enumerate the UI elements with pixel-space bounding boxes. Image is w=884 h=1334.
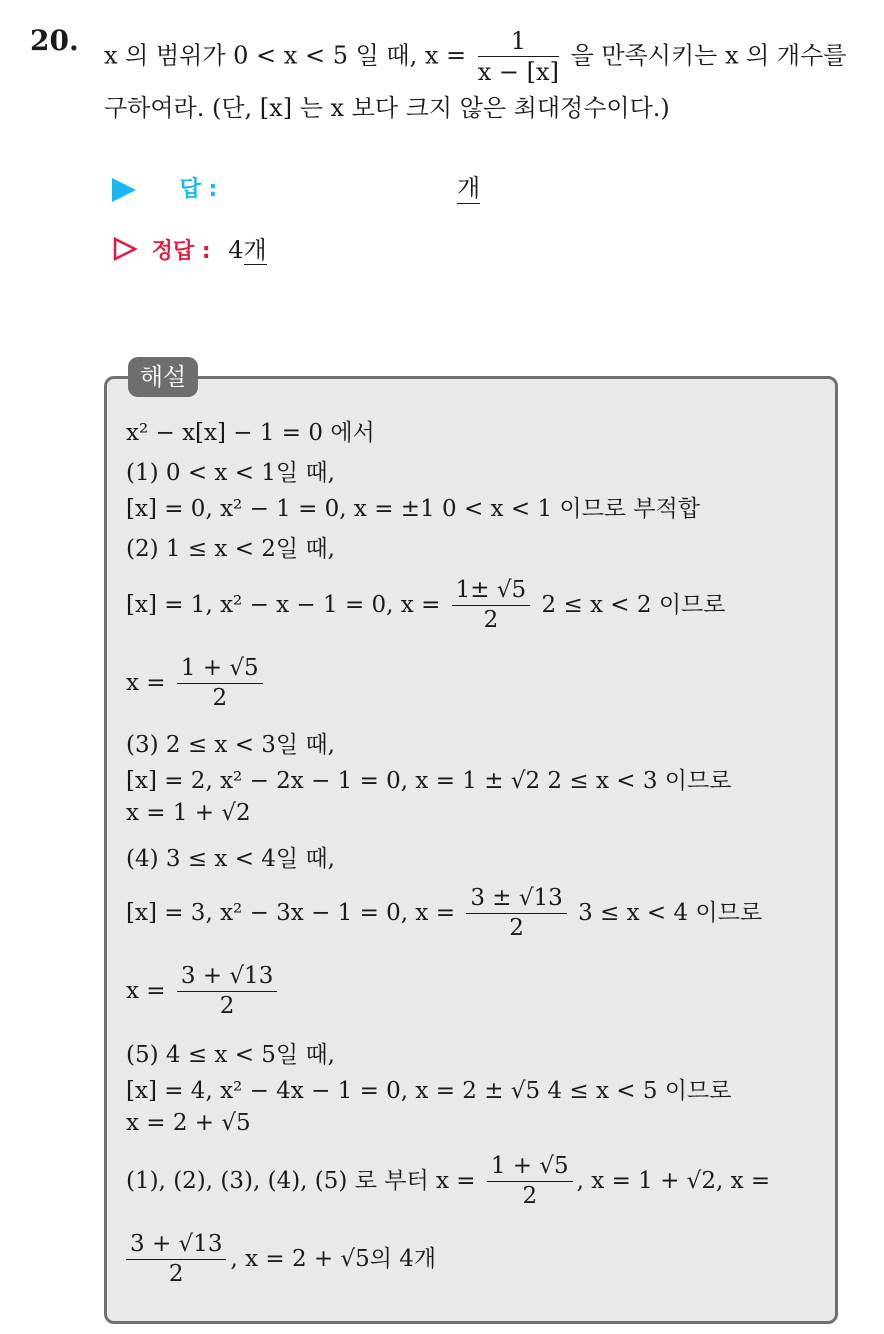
solution-fraction xyxy=(177,656,263,712)
correct-answer-label: 정답 : xyxy=(151,239,211,264)
fraction-denominator: 2 xyxy=(522,1183,538,1210)
solution-text: 2 ≤ x < 2 이므로 xyxy=(541,591,726,618)
solution-line: (1) 0 < x < 1일 때, xyxy=(126,460,335,486)
solution-line: (5) 4 ≤ x < 5일 때, xyxy=(126,1042,335,1068)
solution-line xyxy=(126,1154,770,1210)
fraction-numerator: 1 + √5 xyxy=(487,1154,573,1182)
correct-answer-value: 4 xyxy=(228,236,244,264)
solution-text: x = xyxy=(126,977,166,1004)
solution-text: (1), (2), (3), (4), (5) 로 부터 x = xyxy=(126,1167,476,1194)
question-text-before: x 의 범위가 0 < x < 5 일 때, x = xyxy=(104,41,467,70)
solution-line: x = 1 + √2 xyxy=(126,800,251,826)
solution-line xyxy=(126,656,267,712)
answer-row xyxy=(112,168,480,204)
correct-answer-row xyxy=(112,230,267,268)
solution-text: [x] = 3, x² − 3x − 1 = 0, x = xyxy=(126,899,455,926)
question-number: 20. xyxy=(30,24,79,57)
fraction-denominator: 2 xyxy=(212,685,228,712)
fraction-denominator: 2 xyxy=(168,1261,184,1288)
solution-line: (3) 2 ≤ x < 3일 때, xyxy=(126,732,335,758)
solution-text: , x = 2 + √5의 4개 xyxy=(230,1245,437,1272)
correct-answer-unit: 개 xyxy=(243,236,267,264)
solution-text: [x] = 1, x² − x − 1 = 0, x = xyxy=(126,591,441,618)
outline-arrow-icon xyxy=(112,236,138,268)
fraction-numerator: 3 + √13 xyxy=(177,964,277,992)
fraction-denominator: 2 xyxy=(509,915,524,942)
play-arrow-icon xyxy=(112,178,136,202)
solution-fraction xyxy=(487,1154,573,1210)
answer-blank[interactable]: 개 xyxy=(457,168,480,204)
question-line-2: 구하여라. (단, [x] 는 x 보다 크지 않은 최대정수이다.) xyxy=(104,94,670,122)
question-text-after: 을 만족시키는 x 의 개수를 xyxy=(570,41,847,70)
solution-line xyxy=(126,1232,436,1288)
fraction-numerator: 3 ± √13 xyxy=(466,886,566,914)
question-line-1 xyxy=(104,28,846,86)
solution-line: [x] = 2, x² − 2x − 1 = 0, x = 1 ± √2 2 ≤ x < 3 이므로 xyxy=(126,768,732,794)
question-fraction xyxy=(478,28,559,86)
solution-line: x = 2 + √5 xyxy=(126,1110,251,1136)
solution-line: [x] = 4, x² − 4x − 1 = 0, x = 2 ± √5 4 ≤ x < 5 이므로 xyxy=(126,1078,732,1104)
answer-label: 답 : xyxy=(179,177,218,202)
fraction-denominator: 2 xyxy=(483,607,499,634)
fraction-numerator: 1 xyxy=(478,28,559,57)
solution-fraction xyxy=(177,964,277,1020)
solution-text: 3 ≤ x < 4 이므로 xyxy=(578,899,763,926)
fraction-denominator: 2 xyxy=(219,993,235,1020)
solution-tab: 해설 xyxy=(128,357,198,397)
solution-line: (2) 1 ≤ x < 2일 때, xyxy=(126,536,335,562)
solution-line: x² − x[x] − 1 = 0 에서 xyxy=(126,420,375,446)
fraction-denominator: x − [x] xyxy=(477,58,559,87)
solution-fraction xyxy=(452,578,531,634)
solution-line xyxy=(126,578,726,634)
solution-fraction xyxy=(466,886,566,942)
fraction-numerator: 1± √5 xyxy=(452,578,531,606)
solution-text: , x = 1 + √2, x = xyxy=(576,1167,771,1194)
fraction-numerator: 1 + √5 xyxy=(177,656,263,684)
solution-line xyxy=(126,964,281,1020)
solution-text: x = xyxy=(126,669,166,696)
solution-line: (4) 3 ≤ x < 4일 때, xyxy=(126,846,335,872)
fraction-numerator: 3 + √13 xyxy=(126,1232,226,1260)
solution-line xyxy=(126,886,762,942)
solution-line: [x] = 0, x² − 1 = 0, x = ±1 0 < x < 1 이므로 부적합 xyxy=(126,496,700,522)
solution-fraction xyxy=(126,1232,226,1288)
